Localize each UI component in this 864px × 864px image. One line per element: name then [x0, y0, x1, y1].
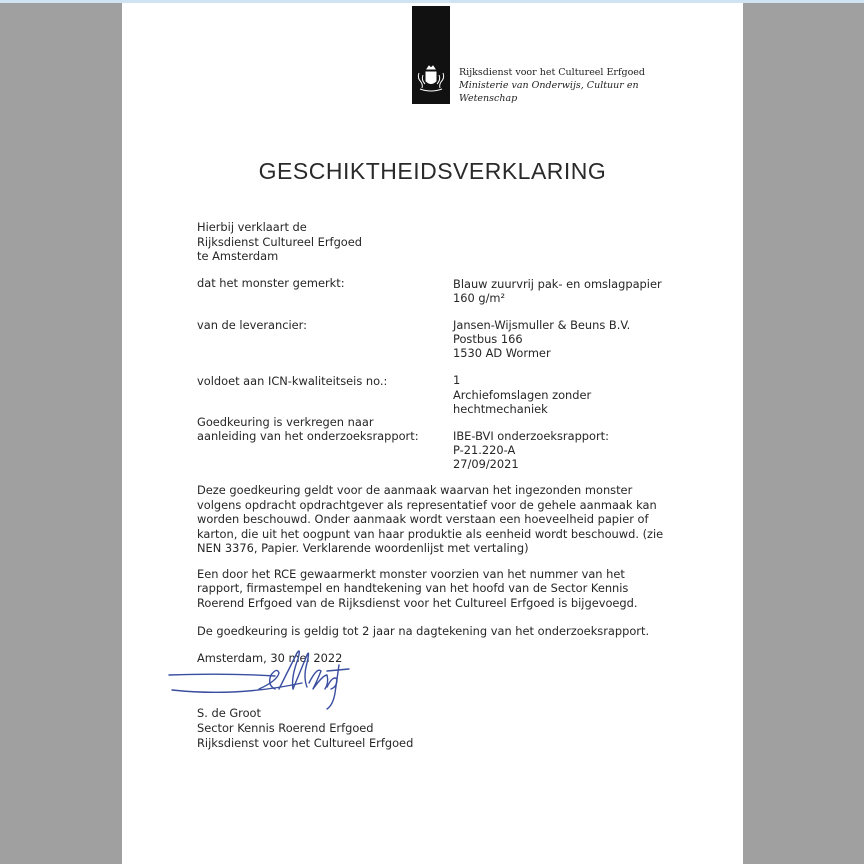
paragraph-1-line-5: NEN 3376, Papier. Verklarende woordenlijst met vertaling): [197, 541, 529, 555]
sample-label: dat het monster gemerkt:: [197, 276, 345, 290]
paragraph-3: De goedkeuring is geldig tot 2 jaar na dagtekening van het onderzoeksrapport.: [197, 624, 650, 638]
intro-line-2: Rijksdienst Cultureel Erfgoed: [197, 235, 363, 249]
sample-value-2: 160 g/m²: [453, 291, 506, 305]
paragraph-2-line-3: Roerend Erfgoed van de Rijksdienst voor het Cultureel Erfgoed is bijgevoegd.: [197, 596, 638, 610]
paragraph-2-line-2: rapport, firmastempel en handtekening van het hoofd van de Sector Kennis: [197, 581, 629, 595]
report-line-2: P-21.220-A: [453, 443, 516, 457]
org-name: Rijksdienst voor het Cultureel Erfgoed: [459, 67, 645, 78]
coat-of-arms-icon: [414, 64, 448, 96]
paragraph-2-line-1: Een door het RCE gewaarmerkt monster voorzien van het nummer van het: [197, 567, 625, 581]
paragraph-1-line-2: volgens opdracht opdrachtgever als representatief voor de gehele aanmaak kan: [197, 498, 657, 512]
supplier-line-1: Jansen-Wijsmuller & Beuns B.V.: [453, 318, 631, 332]
signer-org: Rijksdienst voor het Cultureel Erfgoed: [197, 736, 414, 750]
supplier-line-2: Postbus 166: [453, 332, 523, 346]
intro-line-3: te Amsterdam: [197, 249, 279, 263]
handwritten-signature: [167, 645, 357, 715]
ministry-line-2: Wetenschap: [459, 93, 518, 104]
approval-label-2: aanleiding van het onderzoeksrapport:: [197, 429, 419, 443]
signer-name: S. de Groot: [197, 706, 261, 720]
ministry-line-1: Ministerie van Onderwijs, Cultuur en: [459, 80, 639, 91]
report-line-3: 27/09/2021: [453, 457, 519, 471]
intro-line-1: Hierbij verklaart de: [197, 220, 307, 234]
logo-bar: [412, 6, 450, 104]
supplier-label: van de leverancier:: [197, 318, 307, 332]
paragraph-1-line-1: Deze goedkeuring geldt voor de aanmaak waarvan het ingezonden monster: [197, 483, 633, 497]
paragraph-1-line-4: karton, die uit het oogpunt van haar produktie als eenheid wordt beschouwd. (zie: [197, 527, 664, 541]
report-line-1: IBE-BVI onderzoeksrapport:: [453, 429, 609, 443]
requirement-number: 1: [453, 373, 461, 387]
requirement-label: voldoet aan ICN-kwaliteitseis no.:: [197, 374, 388, 388]
paragraph-1-line-3: worden beschouwd. Onder aanmaak wordt verstaan een hoeveelheid papier of: [197, 512, 649, 526]
letterhead-text: [459, 66, 645, 105]
signer-role: Sector Kennis Roerend Erfgoed: [197, 721, 374, 735]
document-title: GESCHIKTHEIDSVERKLARING: [258, 158, 607, 184]
requirement-desc-2: hechtmechaniek: [453, 402, 548, 416]
document-page: [122, 3, 743, 864]
supplier-line-3: 1530 AD Wormer: [453, 346, 551, 360]
requirement-desc-1: Archiefomslagen zonder: [453, 388, 592, 402]
approval-label-1: Goedkeuring is verkregen naar: [197, 415, 374, 429]
place-date: Amsterdam, 30 mei 2022: [197, 651, 343, 665]
sample-value-1: Blauw zuurvrij pak- en omslagpapier: [453, 277, 662, 291]
